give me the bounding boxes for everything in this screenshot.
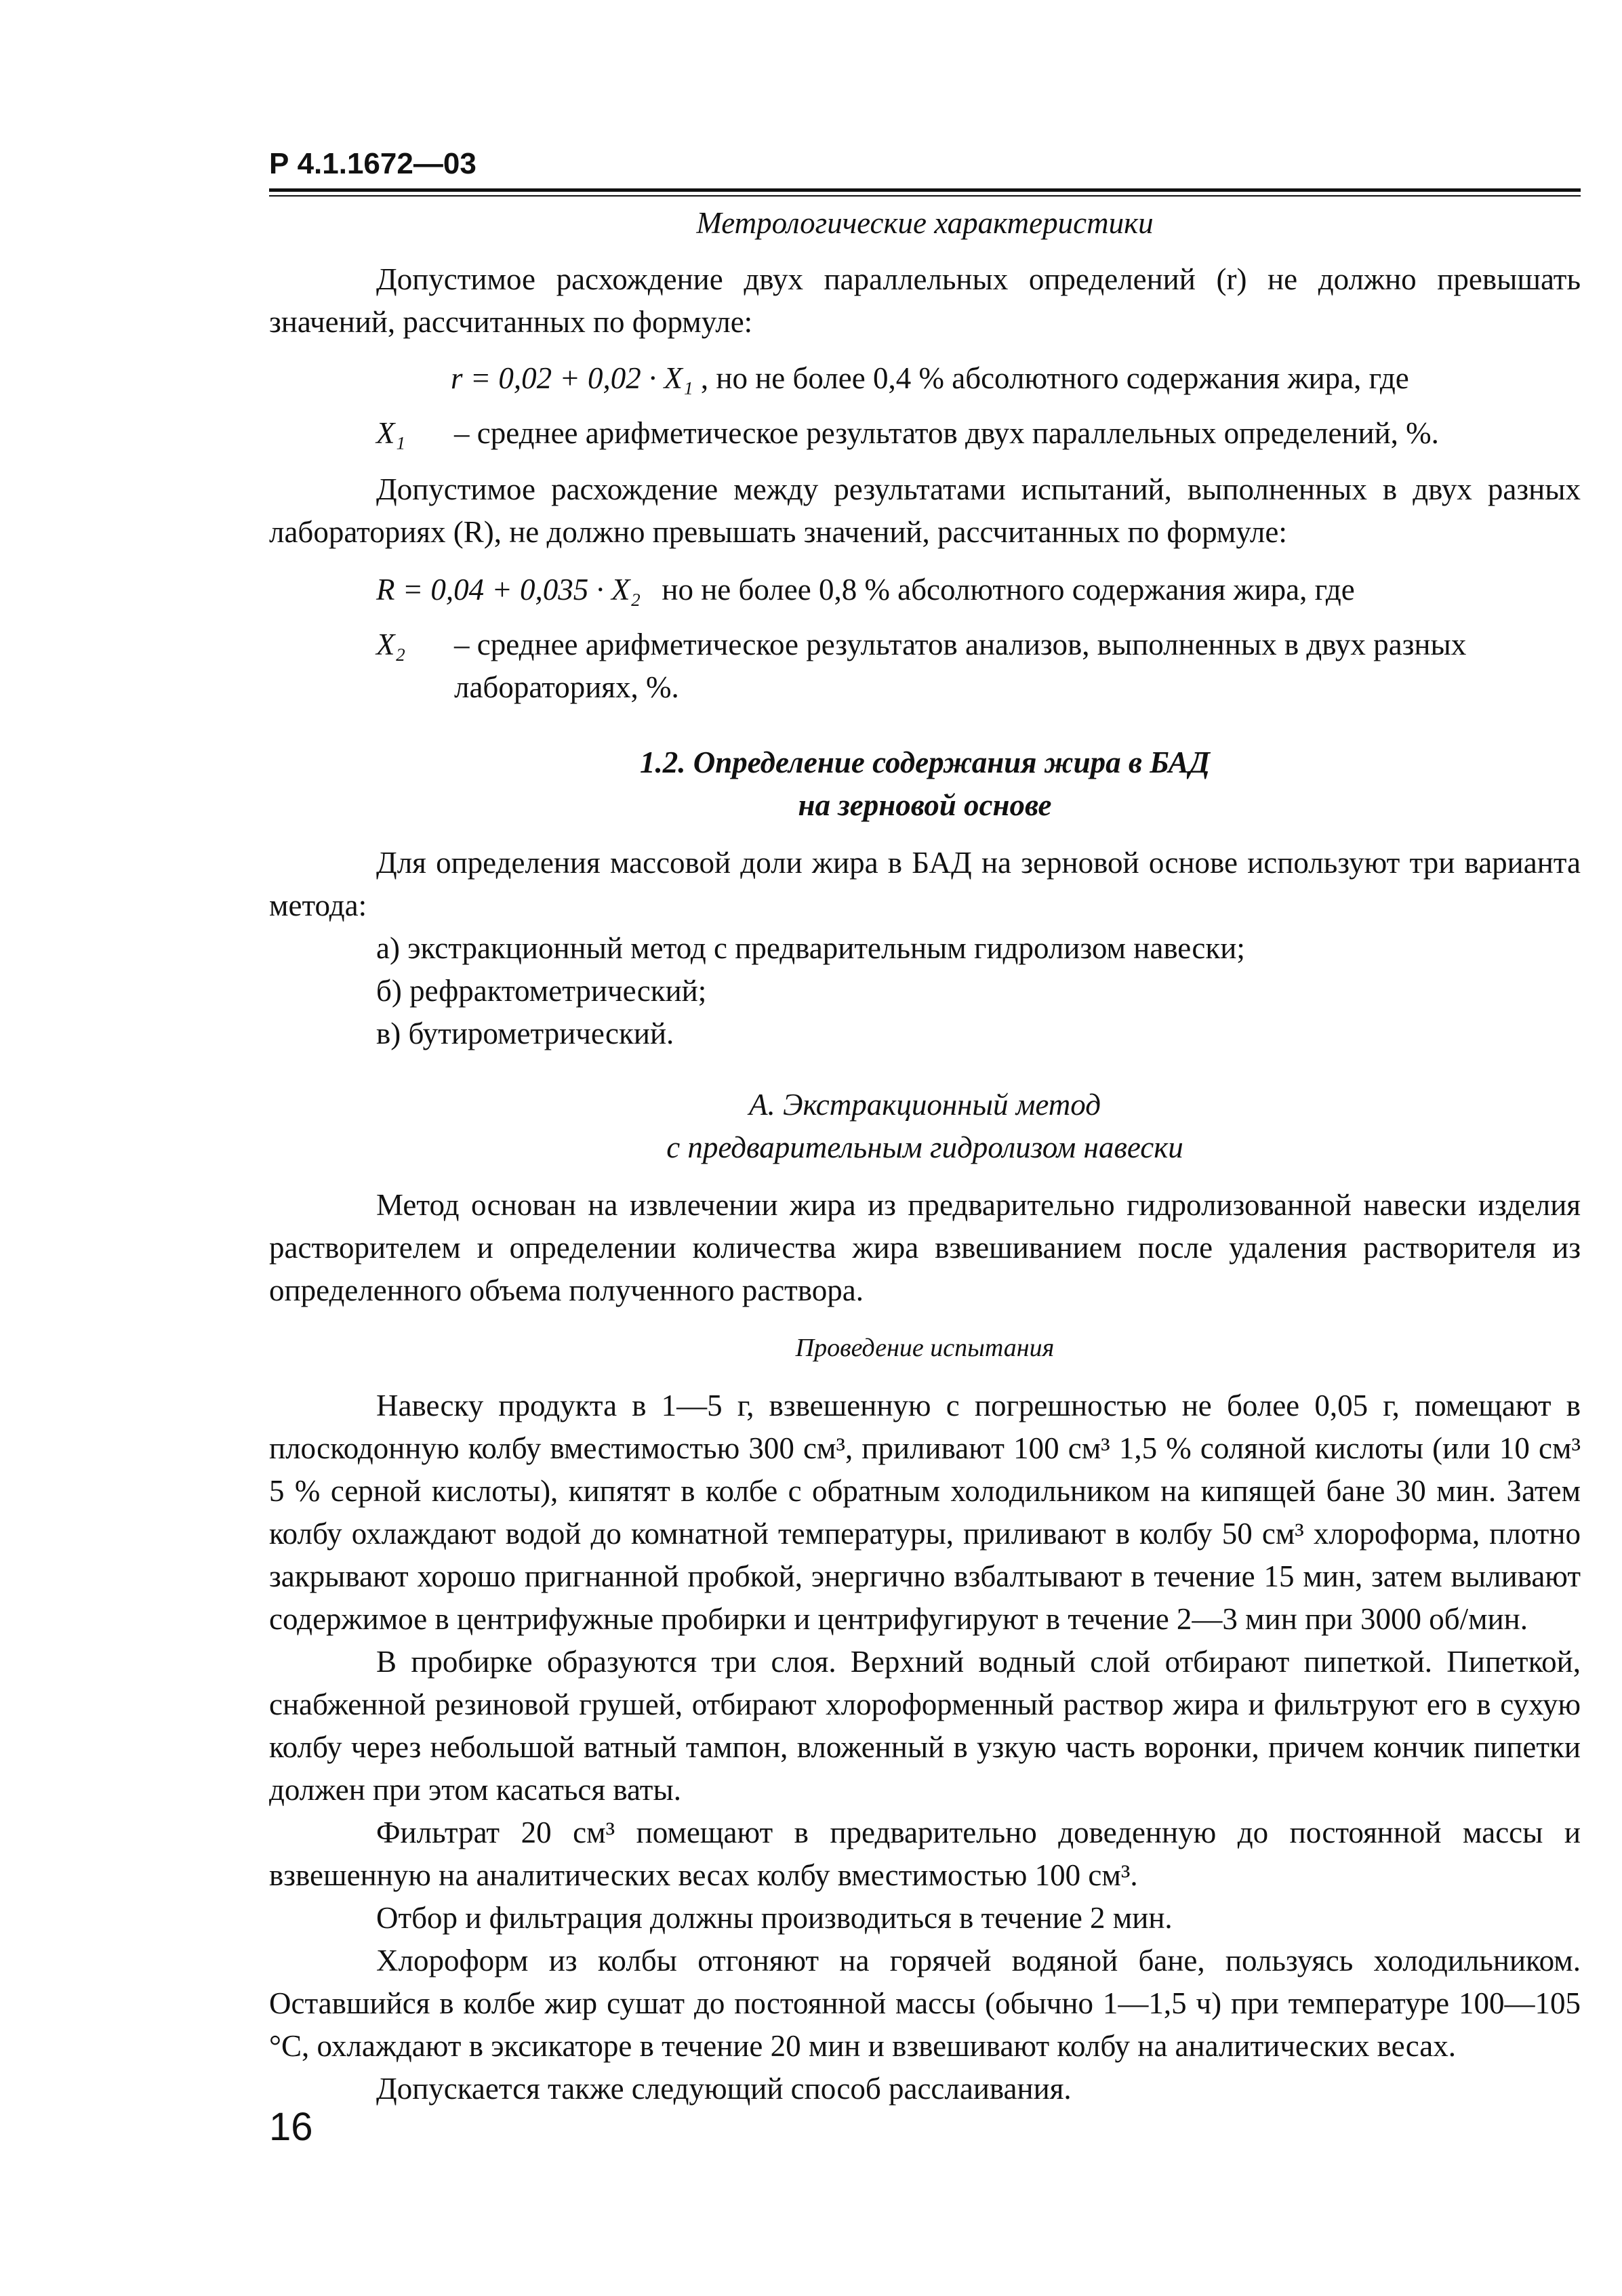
formula-r-tail: , но не более 0,4 % абсолютного содержания жира, где xyxy=(700,361,1409,395)
section-intro: Для определения массовой доли жира в БАД на зерновой основе используют три варианта метода: xyxy=(269,846,1581,922)
method-a-title-line-2: с предварительным гидролизом навески xyxy=(666,1130,1183,1164)
metrology-title: Метрологические характеристики xyxy=(696,206,1154,240)
metrology-paragraph-2: Допустимое расхождение между результатами испытаний, выполненных в двух разных лабораториях (R), не должно превышать значений, рассчитанных по формуле: xyxy=(269,472,1581,549)
method-list xyxy=(269,927,1581,1055)
method-a-paragraph-7: Допускается также следующий способ расслаивания. xyxy=(376,2072,1072,2106)
formula-R xyxy=(269,569,1581,611)
method-a-paragraph-3: В пробирке образуются три слоя. Верхний водный слой отбирают пипеткой. Пипеткой, снабженной резиновой грушей, отбирают хлороформенный раствор жира и фильтруют его в сухую колбу через небольшой ватный тампон, вложенный в узкую часть воронки, причем кончик пипетки должен при этом касаться ваты. xyxy=(269,1645,1581,1807)
document-page xyxy=(269,149,1581,2110)
formula-r xyxy=(269,357,1581,400)
page-number: 16 xyxy=(269,2105,313,2149)
header-rule-thin xyxy=(269,195,1581,197)
list-item: в) бутирометрический. xyxy=(376,1017,674,1050)
definition-x1-text: – среднее арифметическое результатов двух параллельных определений, %. xyxy=(454,416,1439,450)
definition-x1-symbol: X₁ xyxy=(376,416,406,450)
formula-r-expression: r = 0,02 + 0,02 · X₁ xyxy=(451,361,693,395)
metrology-paragraph-1: Допустимое расхождение двух параллельных определений (r) не должно превышать значений, рассчитанных по формуле: xyxy=(269,262,1581,339)
method-a-paragraph-5: Отбор и фильтрация должны производиться в течение 2 мин. xyxy=(376,1901,1173,1935)
header-rule xyxy=(269,188,1581,197)
definition-x1 xyxy=(269,412,1581,455)
section-title-line-1: 1.2. Определение содержания жира в БАД xyxy=(640,745,1210,779)
list-item: б) рефрактометрический; xyxy=(376,974,707,1008)
formula-R-tail: но не более 0,8 % абсолютного содержания жира, где xyxy=(662,573,1355,607)
method-a-paragraph-6: Хлороформ из колбы отгоняют на горячей водяной бане, пользуясь холодильником. Оставшийся в колбе жир сушат до постоянной массы (обычно 1—1,5 ч) при температуре 100—105 °С, охлаждают в эксикаторе в течение 20 мин и взвешивают колбу на аналитических весах. xyxy=(269,1944,1581,2063)
method-a-paragraph-2: Навеску продукта в 1—5 г, взвешенную с погрешностью не более 0,05 г, помещают в плоскодонную колбу вместимостью 300 см³, приливают 100 см³ 1,5 % соляной кислоты (или 10 см³ 5 % серной кислоты), кипятят в колбе с обратным холодильником на кипящей бане 30 мин. Затем колбу охлаждают водой до комнатной температуры, приливают в колбу 50 см³ хлороформа, плотно закрывают хорошо пригнанной пробкой, энергично взбалтывают в течение 15 мин, затем выливают содержимое в центрифужные пробирки и центрифугируют в течение 2—3 мин при 3000 об/мин. xyxy=(269,1389,1581,1636)
method-a-subtitle: Проведение испытания xyxy=(795,1334,1055,1362)
method-a-paragraph-1: Метод основан на извлечении жира из предварительно гидролизованной навески изделия растворителем и определении количества жира взвешиванием после удаления растворителя из определенного объема полученного раствора. xyxy=(269,1188,1581,1307)
section-title-line-2: на зерновой основе xyxy=(798,788,1052,822)
definition-x2 xyxy=(269,623,1581,709)
definition-x2-symbol: X₂ xyxy=(376,628,406,661)
method-a-title-line-1: А. Экстракционный метод xyxy=(749,1088,1101,1122)
header-rule-thick xyxy=(269,188,1581,192)
definition-x2-text: – среднее арифметическое результатов анализов, выполненных в двух разных лабораториях, %. xyxy=(454,628,1467,704)
document-code: Р 4.1.1672—03 xyxy=(269,147,477,180)
list-item: а) экстракционный метод с предварительным гидролизом навески; xyxy=(376,931,1245,965)
method-a-paragraph-4: Фильтрат 20 см³ помещают в предварительно доведенную до постоянной массы и взвешенную на аналитических весах колбу вместимостью 100 см³. xyxy=(269,1816,1581,1892)
formula-R-expression: R = 0,04 + 0,035 · X₂ xyxy=(376,573,641,607)
